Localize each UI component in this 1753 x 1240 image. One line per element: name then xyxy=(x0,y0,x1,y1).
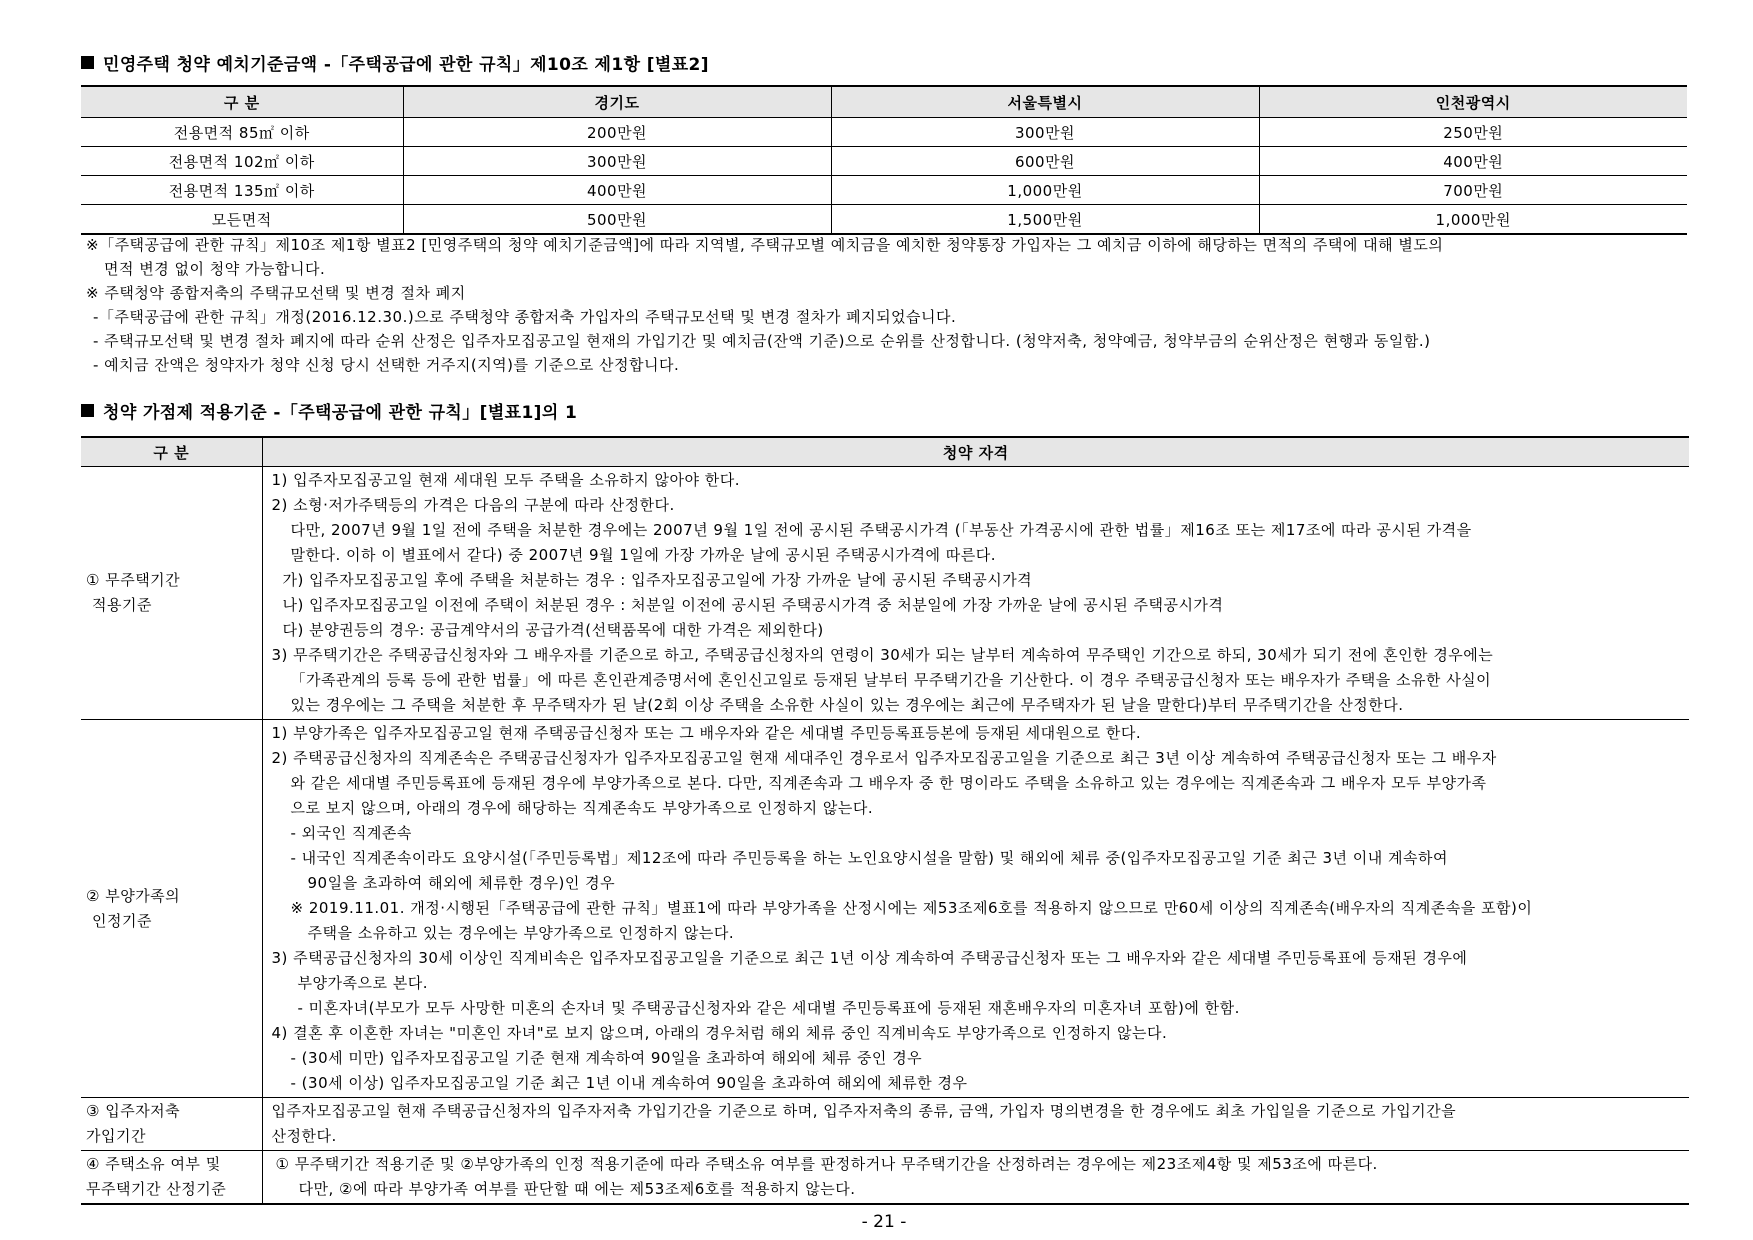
table-header-cell: 경기도 xyxy=(403,86,831,118)
section-heading-text: 청약 가점제 적용기준 -「주택공급에 관한 규칙」[별표1]의 1 xyxy=(103,402,578,423)
row-label-line: 인정기준 xyxy=(92,911,152,930)
row-label-cell xyxy=(81,467,262,720)
table-row xyxy=(81,176,1687,205)
table-cell: 1,000만원 xyxy=(1259,205,1687,235)
table-row xyxy=(81,118,1687,147)
row-label-line: 적용기준 xyxy=(92,596,152,614)
criteria-cell xyxy=(262,720,1689,1098)
criteria-line: 산정한다. xyxy=(271,1127,337,1145)
table-row xyxy=(81,1098,1689,1151)
note-line: 면적 변경 없이 청약 가능합니다. xyxy=(104,260,326,278)
table-header-cell: 구 분 xyxy=(81,437,262,467)
criteria-line: - 외국인 직계존속 xyxy=(290,824,412,842)
deposit-table xyxy=(81,85,1687,235)
note-line: - 예치금 잔액은 청약자가 청약 신청 당시 선택한 거주지(지역)를 기준으로 산정합니다. xyxy=(93,356,680,374)
criteria-line: 90일을 초과하여 해외에 체류한 경우)인 경우 xyxy=(307,874,616,892)
row-label-line: ① 무주택기간 xyxy=(86,571,181,589)
table-cell: 300만원 xyxy=(831,118,1259,147)
section-heading-text: 민영주택 청약 예치기준금액 -「주택공급에 관한 규칙」제10조 제1항 [별표2] xyxy=(103,54,709,75)
criteria-line: ① 무주택기간 적용기준 및 ②부양가족의 인정 적용기준에 따라 주택소유 여부를 판정하거나 무주택기간을 산정하려는 경우에는 제23조제4항 및 제53조에 따른다. xyxy=(275,1155,1378,1173)
page-number: - 21 - xyxy=(861,1212,907,1232)
row-label-line: 가입기간 xyxy=(86,1127,146,1145)
criteria-line: 말한다. 이하 이 별표에서 같다) 중 2007년 9월 1일에 가장 가까운 날에 공시된 주택공시가격에 따른다. xyxy=(290,546,997,564)
criteria-line: 가) 입주자모집공고일 후에 주택을 처분하는 경우 : 입주자모집공고일에 가장 가까운 날에 공시된 주택공시가격 xyxy=(282,571,1033,589)
table-header-row xyxy=(81,437,1689,467)
table-header-row xyxy=(81,86,1687,118)
criteria-line: 다) 분양권등의 경우: 공급계약서의 공급가격(선택품목에 대한 가격은 제외한다) xyxy=(282,621,824,639)
criteria-table xyxy=(81,436,1689,1205)
table-cell: 400만원 xyxy=(1259,147,1687,176)
criteria-line: 2) 소형·저가주택등의 가격은 다음의 구분에 따라 산정한다. xyxy=(271,496,675,514)
criteria-line: - (30세 미만) 입주자모집공고일 기준 현재 계속하여 90일을 초과하여 해외에 체류 중인 경우 xyxy=(290,1049,923,1067)
table-row xyxy=(81,147,1687,176)
row-label-line: ② 부양가족의 xyxy=(86,886,181,905)
row-label-cell: 모든면적 xyxy=(81,205,403,235)
criteria-line: 으로 보지 않으며, 아래의 경우에 해당하는 직계존속도 부양가족으로 인정하지 않는다. xyxy=(290,799,874,817)
table-cell: 250만원 xyxy=(1259,118,1687,147)
row-label-cell: 전용면적 135㎡ 이하 xyxy=(81,176,403,205)
row-label-cell: 전용면적 102㎡ 이하 xyxy=(81,147,403,176)
criteria-line: 입주자모집공고일 현재 주택공급신청자의 입주자저축 가입기간을 기준으로 하며, 입주자저축의 종류, 금액, 가입자 명의변경을 한 경우에도 최초 가입일을 기준으로 가입기간을 xyxy=(271,1102,1457,1120)
table-cell: 1,500만원 xyxy=(831,205,1259,235)
note-line: -「주택공급에 관한 규칙」개정(2016.12.30.)으로 주택청약 종합저축 가입자의 주택규모선택 및 변경 절차가 폐지되었습니다. xyxy=(93,308,957,326)
table-cell: 500만원 xyxy=(403,205,831,235)
criteria-cell xyxy=(262,467,1689,720)
table-row xyxy=(81,467,1689,720)
note-line: - 주택규모선택 및 변경 절차 폐지에 따라 순위 산정은 입주자모집공고일 현재의 가입기간 및 예치금(잔액 기준)으로 순위를 산정합니다. (청약저축, 청약예금, 청약부금의 순위산정은 현행과 동일함.) xyxy=(93,332,1431,350)
section-heading-criteria xyxy=(81,398,577,422)
criteria-line: 3) 주택공급신청자의 30세 이상인 직계비속은 입주자모집공고일을 기준으로 최근 1년 이상 계속하여 주택공급신청자 또는 그 배우자와 같은 세대별 주민등록표에 등재된 경우에 xyxy=(271,949,1468,967)
table-cell: 300만원 xyxy=(403,147,831,176)
notes-block xyxy=(81,233,1687,377)
criteria-line: 다만, 2007년 9월 1일 전에 주택을 처분한 경우에는 2007년 9월 1일 전에 공시된 주택공시가격 (「부동산 가격공시에 관한 법률」제16조 또는 제17조에 따라 공시된 가격을 xyxy=(290,521,1472,539)
table-row xyxy=(81,205,1687,235)
row-label-cell xyxy=(81,1098,262,1151)
criteria-line: 1) 부양가족은 입주자모집공고일 현재 주택공급신청자 또는 그 배우자와 같은 세대별 주민등록표등본에 등재된 세대원으로 한다. xyxy=(271,724,1142,742)
table-cell: 600만원 xyxy=(831,147,1259,176)
criteria-line: - 미혼자녀(부모가 모두 사망한 미혼의 손자녀 및 주택공급신청자와 같은 세대별 주민등록표에 등재된 재혼배우자의 미혼자녀 포함)에 한함. xyxy=(297,999,1240,1017)
criteria-line: 다만, ②에 따라 부양가족 여부를 판단할 때 에는 제53조제6호를 적용하지 않는다. xyxy=(298,1180,856,1198)
row-label-cell xyxy=(81,1151,262,1205)
criteria-line: 와 같은 세대별 주민등록표에 등재된 경우에 부양가족으로 본다. 다만, 직계존속과 그 배우자 중 한 명이라도 주택을 소유하고 있는 경우에는 직계존속과 그 배우자 모두 부양가족 xyxy=(290,774,1487,792)
table-header-cell: 구 분 xyxy=(81,86,403,118)
table-row xyxy=(81,1151,1689,1205)
row-label-line: ④ 주택소유 여부 및 xyxy=(86,1155,221,1173)
criteria-line: 있는 경우에는 그 주택을 처분한 후 무주택자가 된 날(2회 이상 주택을 소유한 사실이 있는 경우에는 최근에 무주택자가 된 날을 말한다)부터 무주택기간을 산정한다. xyxy=(290,696,1404,714)
row-label-line: 무주택기간 산정기준 xyxy=(86,1180,227,1198)
table-cell: 400만원 xyxy=(403,176,831,205)
row-label-cell: 전용면적 85㎡ 이하 xyxy=(81,118,403,147)
criteria-line: ※ 2019.11.01. 개정·시행된「주택공급에 관한 규칙」별표1에 따라 부양가족을 산정시에는 제53조제6호를 적용하지 않으므로 만60세 이상의 직계존속(배우자의 직계존속을 포함)이 xyxy=(290,899,1533,917)
criteria-line: - (30세 이상) 입주자모집공고일 기준 최근 1년 이내 계속하여 90일을 초과하여 해외에 체류한 경우 xyxy=(290,1074,968,1092)
table-row xyxy=(81,720,1689,1098)
criteria-line: 4) 결혼 후 이혼한 자녀는 "미혼인 자녀"로 보지 않으며, 아래의 경우처럼 해외 체류 중인 직계비속도 부양가족으로 인정하지 않는다. xyxy=(271,1024,1168,1042)
criteria-line: - 내국인 직계존속이라도 요양시설(「주민등록법」제12조에 따라 주민등록을 하는 노인요양시설을 말함) 및 해외에 체류 중(입주자모집공고일 기준 최근 3년 이내 계속하여 xyxy=(290,849,1449,867)
criteria-line: 3) 무주택기간은 주택공급신청자와 그 배우자를 기준으로 하고, 주택공급신청자의 연령이 30세가 되는 날부터 계속하여 무주택인 기간으로 하되, 30세가 되기 전에 혼인한 경우에는 xyxy=(271,646,1494,664)
criteria-line: 1) 입주자모집공고일 현재 세대원 모두 주택을 소유하지 않아야 한다. xyxy=(271,471,741,489)
criteria-line: 부양가족으로 본다. xyxy=(297,974,428,992)
note-line: ※ 주택청약 종합저축의 주택규모선택 및 변경 절차 폐지 xyxy=(86,284,466,302)
section-heading-deposit xyxy=(81,50,709,74)
table-header-cell: 청약 자격 xyxy=(262,437,1689,467)
table-cell: 200만원 xyxy=(403,118,831,147)
square-bullet-icon xyxy=(81,404,94,417)
row-label-cell xyxy=(81,720,262,1098)
criteria-line: 「가족관계의 등록 등에 관한 법률」에 따른 혼인관계증명서에 혼인신고일로 등재된 날부터 무주택기간을 기산한다. 이 경우 주택공급신청자 또는 배우자가 주택을 소유한 사실이 xyxy=(290,671,1492,689)
note-line: ※「주택공급에 관한 규칙」제10조 제1항 별표2 [민영주택의 청약 예치기준금액]에 따라 지역별, 주택규모별 예치금을 예치한 청약통장 가입자는 그 예치금 이하에 해당하는 면적의 주택에 대해 별도의 xyxy=(86,236,1444,254)
criteria-cell xyxy=(262,1151,1689,1205)
table-header-cell: 서울특별시 xyxy=(831,86,1259,118)
criteria-line: 나) 입주자모집공고일 이전에 주택이 처분된 경우 : 처분일 이전에 공시된 주택공시가격 중 처분일에 가장 가까운 날에 공시된 주택공시가격 xyxy=(282,596,1224,614)
table-header-cell: 인천광역시 xyxy=(1259,86,1687,118)
square-bullet-icon xyxy=(81,56,94,69)
criteria-line: 주택을 소유하고 있는 경우에는 부양가족으로 인정하지 않는다. xyxy=(307,924,735,942)
table-cell: 1,000만원 xyxy=(831,176,1259,205)
table-cell: 700만원 xyxy=(1259,176,1687,205)
criteria-line: 2) 주택공급신청자의 직계존속은 주택공급신청자가 입주자모집공고일 현재 세대주인 경우로서 입주자모집공고일을 기준으로 최근 3년 이상 계속하여 주택공급신청자 또는 그 배우자 xyxy=(271,749,1497,767)
row-label-line: ③ 입주자저축 xyxy=(86,1102,181,1120)
criteria-cell xyxy=(262,1098,1689,1151)
